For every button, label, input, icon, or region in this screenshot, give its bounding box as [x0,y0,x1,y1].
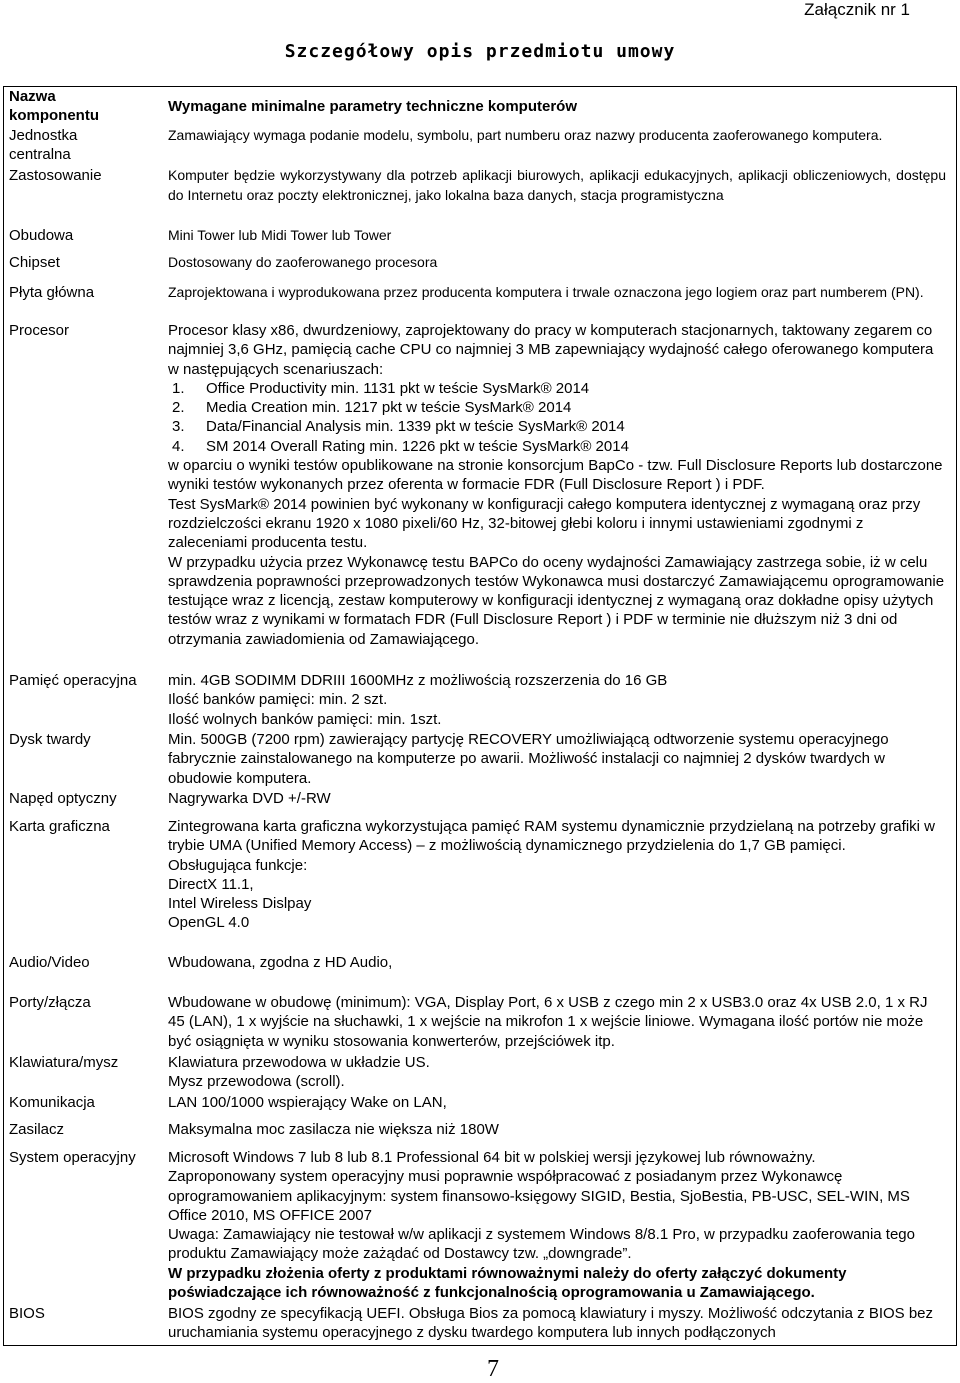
row-value-jednostka: Zamawiający wymaga podanie modelu, symbolu, part numberu oraz nazwy producenta zaoferowanego komputera. [168,127,883,143]
row-value-audio: Wbudowana, zgodna z HD Audio, [168,954,393,971]
row-label-audio: Audio/Video [9,954,90,971]
row-value-naped: Nagrywarka DVD +/-RW [168,790,331,807]
row-label-plyta: Płyta główna [9,284,95,301]
row-value-klawiatura [168,1053,946,1092]
value-line: W przypadku złożenia oferty z produktami równoważnymi należy do oferty załączyć dokumenty poświadczające ich równoważność z funkcjonalnością oprogramowania u Zamawiającego. [168,1264,847,1302]
value-line: Microsoft Windows 7 lub 8 lub 8.1 Professional 64 bit w polskiej wersji językowej lub równoważny. [168,1149,816,1166]
row-value-karta [168,817,946,933]
row-label-pamiec: Pamięć operacyjna [9,672,137,689]
header-parameters: Wymagane minimalne parametry techniczne komputerów [168,98,578,115]
row-value-obudowa: Mini Tower lub Midi Tower lub Tower [168,227,392,243]
value-line: OpenGL 4.0 [168,914,250,932]
row-label-chipset: Chipset [9,254,60,271]
row-label-porty: Porty/złącza [9,994,91,1011]
annex-label: Załącznik nr 1 [804,0,910,19]
page-number: 7 [487,1356,499,1382]
list-item: 1. Office Productivity min. 1131 pkt w teście SysMark® 2014 [172,379,590,397]
row-value-dysk: Min. 500GB (7200 rpm) zawierający partycję RECOVERY umożliwiającą odtworzenie systemu operacyjnego fabrycznie zainstalowanego na komputerze po awarii. Możliwość instalacji co najmniej 2 dysków twardych w obudowie komputera. [168,731,889,787]
header-component: Nazwa komponentu [9,88,99,124]
list-item: 3. Data/Financial Analysis min. 1339 pkt w teście SysMark® 2014 [172,418,625,436]
value-line: min. 4GB SODIMM DDRIII 1600MHz z możliwością rozszerzenia do 16 GB [168,672,668,689]
row-value-zastosowanie: Komputer będzie wykorzystywany dla potrzeb aplikacji biurowych, aplikacji edukacyjnych, aplikacji obliczeniowych, dostępu do Internetu oraz poczty elektronicznej, jako lokalna baza danych, stacja programistyczna [168,167,946,203]
row-label-komunikacja: Komunikacja [9,1094,95,1111]
value-line: Zaproponowany system operacyjny musi poprawnie współpracować z posiadanym przez Wykonawcę oprogramowaniem aplikacyjnym: system finansowo-księgowy SIGID, Bestia, SjoBestia, PB-USC, SEL-WIN, MS Office 2010, MS OFFICE 2007 [168,1168,910,1224]
row-value-komunikacja: LAN 100/1000 wspierający Wake on LAN, [168,1094,447,1111]
row-label-klawiatura: Klawiatura/mysz [9,1054,119,1071]
procesor-paragraph: w oparciu o wyniki testów opublikowane na stronie konsorcjum BapCo - tzw. Full Disclosure Reports lub dostarczone wyniki testów wykonanych przez oferenta w formacie FDR (Full Disclosure Report ) i PDF. [168,457,943,494]
row-value-porty: Wbudowane w obudowę (minimum): VGA, Display Port, 6 x USB z czego min 2 x USB3.0 oraz 4x USB 2.0, 1 x RJ 45 (LAN), 1 x wyjście na słuchawki, 1 x wejście na mikrofon 1 x wejście liniowe. Wymagana ilość portów nie może być osiągnięta w wyniku stosowania konwerterów, przejściówek itp. [168,994,928,1050]
value-line: Mysz przewodowa (scroll). [168,1073,345,1091]
procesor-scenarios [168,379,946,456]
row-value-system [168,1148,946,1302]
value-line: Ilość banków pamięci: min. 2 szt. [168,691,388,709]
row-label-system: System operacyjny [9,1149,136,1166]
row-label-zasilacz: Zasilacz [9,1121,65,1138]
row-value-chipset: Dostosowany do zaoferowanego procesora [168,254,438,270]
value-line: Ilość wolnych banków pamięci: min. 1szt. [168,710,442,728]
row-value-pamiec [168,671,946,729]
row-value-zasilacz: Maksymalna moc zasilacza nie większa niż 180W [168,1121,499,1138]
procesor-intro: Procesor klasy x86, dwurdzeniowy, zaprojektowany do pracy w komputerach stacjonarnych, taktowany zegarem co najmniej 3,6 GHz, pamięcią cache CPU co najmniej 3 MB zapewniający wydajność całego oferowanego komputera w następujących scenariuszach: [168,322,934,378]
row-label-zastosowanie: Zastosowanie [9,167,102,184]
row-label-naped: Napęd optyczny [9,790,117,807]
row-value-procesor [168,321,946,649]
procesor-paragraph: Test SysMark® 2014 powinien być wykonany w konfiguracji całego komputera identycznej z wymaganą oraz przy rozdzielczości ekranu 1920 x 1080 pixeli/60 Hz, 32-bitowej głebi koloru i innymi ustawieniami zgodnymi z zaleceniami producenta testu. [168,495,921,552]
value-line: Intel Wireless Dislpay [168,895,312,913]
list-item: 2. Media Creation min. 1217 pkt w teście SysMark® 2014 [172,399,572,417]
row-label-procesor: Procesor [9,322,70,339]
page-title: Szczegółowy opis przedmiotu umowy [284,41,676,62]
row-value-bios: BIOS zgodny ze specyfikacją UEFI. Obsługa Bios za pomocą klawiatury i myszy. Możliwość odczytania z BIOS bez uruchamiania systemu operacyjnego z dysku twardego komputera lub innych podłączonych [168,1305,934,1342]
value-line: Zintegrowana karta graficzna wykorzystująca pamięć RAM systemu dynamicznie przydzielaną na potrzeby grafiki w trybie UMA (Unified Memory Access) – z możliwością dynamicznego przydzielenia do 1,7 GB pamięci. [168,818,935,855]
row-label-obudowa: Obudowa [9,227,74,244]
value-line: Obsługująca funkcje: [168,856,308,874]
value-line: Klawiatura przewodowa w układzie US. [168,1054,430,1071]
row-label-dysk: Dysk twardy [9,731,91,748]
row-value-plyta: Zaprojektowana i wyprodukowana przez producenta komputera i trwale oznaczona jego logiem oraz part numberem (PN). [168,284,924,300]
procesor-paragraph: W przypadku użycia przez Wykonawcę testu BAPCo do oceny wydajności Zamawiający zastrzega sobie, iż w celu sprawdzenia poprawności przeprowadzonych testów Wykonawca musi dostarczyć Zamawiającemu oprogramowanie testujące wraz z licencją, zestaw komputerowy w konfiguracji identycznej z wymaganą oraz dokładne opisy użytych testów wraz z wynikami w formatach FDR (Full Disclosure Report ) i PDF w terminie nie dłuższym niż 3 dni od otrzymania zawiadomienia od Zamawiającego. [168,553,945,648]
row-label-karta: Karta graficzna [9,818,110,835]
row-label-jednostka: Jednostka centralna [9,127,78,163]
value-line: Uwaga: Zamawiający nie testował w/w aplikacji z systemem Windows 8/8.1 Pro, w przypadku zaoferowania tego produktu Zamawiający może zażądać od Dostawcy tzw. „downgrade”. [168,1226,915,1263]
value-line: DirectX 11.1, [168,875,254,893]
row-label-bios: BIOS [9,1305,45,1322]
list-item: 4. SM 2014 Overall Rating min. 1226 pkt w teście SysMark® 2014 [172,437,629,455]
